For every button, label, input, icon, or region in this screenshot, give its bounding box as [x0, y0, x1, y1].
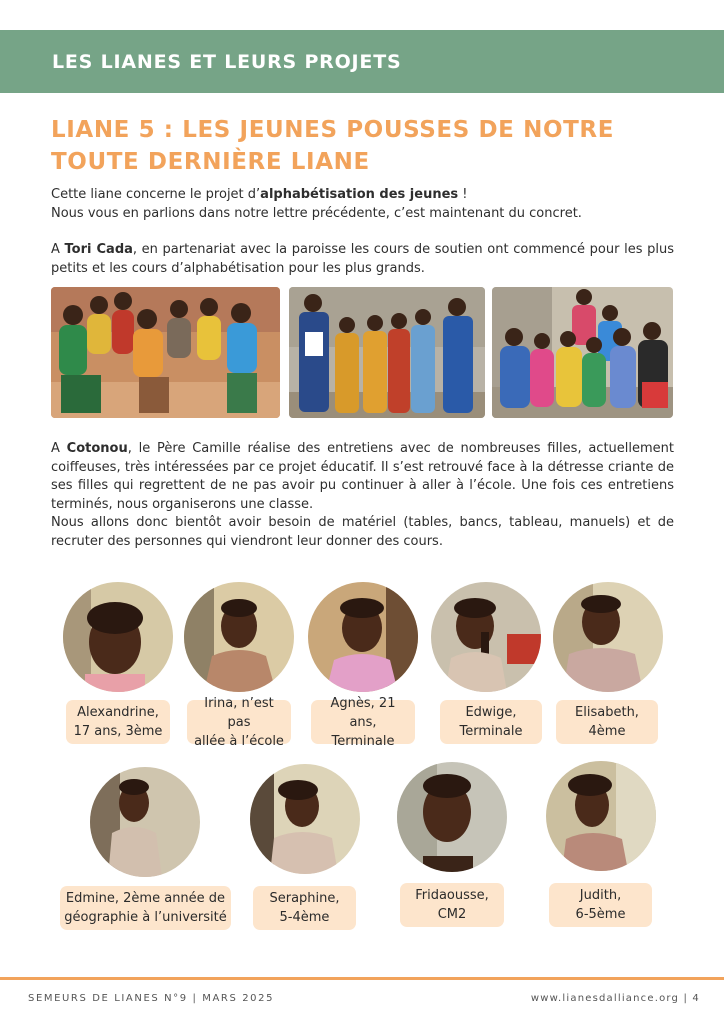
- cotonou-text: A Cotonou, le Père Camille réalise des entretiens avec de nombreuses filles, actuellement coiffeuses, très intéressées par ce projet éducatif. Il s’est retrouvé face à la détresse criante de ses filles qui regrettent de ne pas avoir pu continuer à aller à l’école. Une fois ces entretiens terminés, nous organiserons une classe.: [51, 441, 675, 512]
- caption-judith: Judith, 6-5ème: [549, 883, 652, 927]
- header-bar: [0, 30, 724, 93]
- caption-edmine: Edmine, 2ème année de géographie à l’université: [60, 886, 231, 930]
- portrait-elisabeth: [553, 582, 663, 692]
- intro-line-2: Nous vous en parlions dans notre lettre précédente, c’est maintenant du concret.: [51, 205, 582, 221]
- caption-elisabeth: Elisabeth, 4ème: [556, 700, 658, 744]
- intro-line-1: Cette liane concerne le projet d’alphabétisation des jeunes !: [51, 187, 468, 202]
- portrait-fridaousse: [397, 762, 507, 872]
- portrait-seraphine: [250, 764, 360, 874]
- caption-seraphine: Seraphine, 5-4ème: [253, 886, 356, 930]
- portrait-judith: [546, 761, 656, 871]
- group-photo-1: [51, 287, 280, 418]
- cotonou-paragraph: [51, 440, 674, 551]
- group-photo-2: [289, 287, 485, 418]
- caption-edwige: Edwige, Terminale: [440, 700, 542, 744]
- portrait-alexandrine: [63, 582, 173, 692]
- tori-place: Tori Cada: [64, 242, 133, 257]
- footer-website-page: www.lianesdalliance.org | 4: [530, 993, 700, 1004]
- portrait-irina: [184, 582, 294, 692]
- caption-fridaousse: Fridaousse, CM2: [400, 883, 504, 927]
- caption-alexandrine: Alexandrine, 17 ans, 3ème: [66, 700, 170, 744]
- caption-agnes: Agnès, 21 ans, Terminale: [311, 700, 415, 744]
- caption-irina: Irina, n’est pas allée à l’école: [187, 700, 291, 744]
- intro-paragraph: [51, 186, 674, 223]
- cotonou-place: Cotonou: [66, 441, 128, 456]
- cotonou-text-2: Nous allons donc bientôt avoir besoin de matériel (tables, bancs, tableau, manuels) et de recruter des personnes qui viendront leur donner des cours.: [51, 515, 674, 549]
- tori-paragraph: A Tori Cada, en partenariat avec la paroisse les cours de soutien ont commencé pour les plus petits et les cours d’alphabétisation pour les plus grands.: [51, 242, 675, 276]
- footer-divider: [0, 977, 724, 980]
- portrait-edwige: [431, 582, 541, 692]
- group-photo-3: [492, 287, 673, 418]
- header-title: LES LIANES ET LEURS PROJETS: [52, 50, 402, 73]
- section-title-line-1: LIANE 5 : LES JEUNES POUSSES DE NOTRE: [51, 117, 615, 143]
- footer-publication: SEMEURS DE LIANES N°9 | MARS 2025: [28, 993, 275, 1004]
- portrait-agnes: [308, 582, 418, 692]
- section-title: [51, 114, 681, 178]
- portrait-edmine: [90, 767, 200, 877]
- section-title-line-2: TOUTE DERNIÈRE LIANE: [51, 149, 370, 175]
